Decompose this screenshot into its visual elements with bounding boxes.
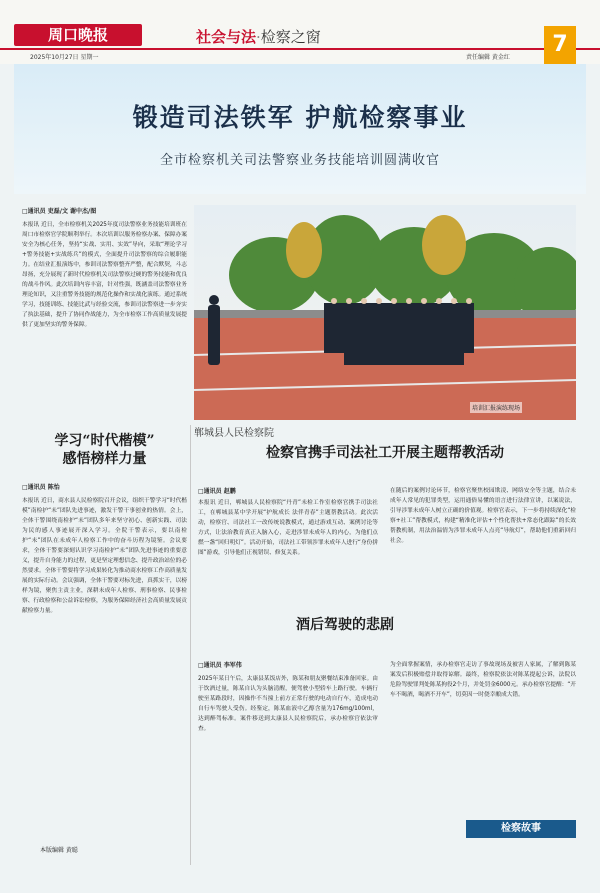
lead-headline: 锻造司法铁军 护航检察事业 bbox=[132, 103, 468, 132]
newspaper-logo: 周口晚报 bbox=[14, 24, 142, 46]
section-name-a: 社会与法 bbox=[196, 28, 257, 46]
mid-story-headline: 检察官携手司法社工开展主题帮教活动 bbox=[266, 445, 504, 461]
mid-story-byline: □通讯员 赵鹏 bbox=[198, 488, 236, 495]
mid-story-unit: 郸城县人民检察院 bbox=[194, 428, 274, 439]
issue-date: 2025年10月27日 星期一 bbox=[30, 54, 99, 61]
column-divider bbox=[190, 425, 191, 865]
section-name-b: 检察之窗 bbox=[260, 28, 321, 46]
lead-subhead: 全市检察机关司法警察业务技能培训圆满收官 bbox=[159, 153, 440, 168]
photo-caption: 培训汇报演练现场 bbox=[470, 402, 522, 413]
bottom-story-body-col1: 2025年某日午后，太康县某饭店外，陈某和朋友聚餐结束准备回家。由于饮酒过量，陈某自认为头脑清醒，便驾驶小型轿车上路行驶。车辆行驶至某路段时，因操作不当撞上前方正常行驶的电动自行车，造成电动自行车驾驶人受伤。经鉴定，陈某血液中乙醇含量为176mg/100ml，达到醉驾标准。案件移送到太康县人民检察院后，承办检察官依法审查。 bbox=[198, 676, 378, 732]
mid-story-body-col1: 本报讯 近日，郸城县人民检察院“丹青”未检工作室检察官携手司法社工，在郸城县某中学开展“护航成长 法伴青春”主题帮教活动。此次活动，检察官、司法社工一改传统说教模式，通过游戏互动、案例讨论等方式，让法治教育真正入脑入心，走进涉罪未成年人的内心，为他们点燃一盏“回归明灯”。活动开始，司法社工带领涉罪未成年人进行“身份拼图”游戏，引导他们正视错误、修复关系。 bbox=[198, 500, 378, 556]
left-story-headline-line2: 感悟榜样力量 bbox=[62, 451, 147, 467]
bottom-story-headline: 酒后驾驶的悲剧 bbox=[296, 617, 394, 633]
mid-story-body-col2: 在随后的案例讨论环节，检察官聚焦校园欺凌、网络安全等主题，结合未成年人常见的犯罪类型，运用通俗易懂的语言进行法律宣讲，以案说法，引导涉罪未成年人树立正确的价值观。检察官表示，下一步将持续深化“检察+社工”帮教模式，构建“精准化评估+个性化帮扶+常态化跟踪”的长效帮教机制，用法治温情为涉罪未成年人点亮“导航灯”，帮助他们重新回归社会。 bbox=[390, 488, 576, 544]
masthead-rule bbox=[0, 48, 600, 50]
page-number: 7 bbox=[544, 26, 576, 64]
bottom-story-byline: □通讯员 李军伟 bbox=[198, 662, 242, 669]
left-story-body: 本报讯 近日，商水县人民检察院召开会议，组织干警学习“时代楷模”南检护“未”团队先进事迹，激发干警干事创业的热情。会上，全体干警围绕南检护“未”团队多年来坚守初心、创新实践、司法为民的感人事迹展开深入学习。全院干警表示，要以南检护“未”团队在未成年人检察工作中的奋斗历程为镜鉴。会议要求，全体干警要深刻认识学习南检护“未”团队先进事迹的重要意义，提升自身能力的过程，更是坚定理想信念、提升政治站位的必然要求。全体干警要将学习成果转化为推动商水检察工作高质量发展的实际行动。会议强调，全体干警要对标先进，真抓实干，以榜样为镜，聚焦主责主业，深耕未成年人检察、刑事检察、民事检察、行政检察和公益诉讼检察，为服务保障经济社会高质量发展贡献检察力量。 bbox=[22, 498, 187, 614]
lead-byline: □通讯员 吏磊/文 谢中杰/图 bbox=[22, 208, 97, 215]
left-story-byline: □通讯员 陈怡 bbox=[22, 484, 60, 491]
training-photo-illustration bbox=[194, 205, 576, 420]
lead-body: 本报讯 近日，全市检察机关2025年度司法警察业务技能培训班在周口市检察官学院顺利举行。本次培训以服务检察办案、保障办案安全为核心任务，坚持“实战、实用、实效”导向，采取“理论学习+警务技能+实战练兵”的模式，全面提升司法警察的综合履职能力。在结业汇报演练中，参训司法警察整齐严整，配合默契，斗志昂扬，充分展现了新时代检察机关司法警察过硬的警务技能和优良的战斗作风。此次培训内容丰富，针对性强，既涵盖司法警察业务理论知识，又注重警务技能的规范化操作和实战化演练。通过系统学习，技能训练、技能比武与经验交流，参训司法警察进一步夯实了执法基础，提升了协同作战能力，为全市检察工作高质量发展提供了更加坚实的警务保障。 bbox=[22, 222, 187, 328]
training-photo bbox=[194, 205, 576, 420]
bottom-story-body-col2: 为全面掌握案情，承办检察官走访了事故现场及被害人家属，了解到陈某案发后积极赔偿并取得谅解。最终，检察院依法对陈某提起公诉，法院以危险驾驶罪判处陈某拘役2个月，并处罚金6000元。承办检察官提醒：“开车不喝酒，喝酒不开车”，切莫因一时侥幸酿成大错。 bbox=[390, 662, 576, 698]
page-editor-footer: 本版编辑 黄聪 bbox=[40, 847, 78, 854]
left-story-headline-line1: 学习“时代楷模” bbox=[54, 433, 155, 449]
column-stamp: 检察故事 bbox=[466, 820, 576, 838]
section-title bbox=[196, 26, 426, 47]
section-dot: · bbox=[256, 28, 261, 46]
responsible-editor: 责任编辑 黄金红 bbox=[466, 54, 510, 61]
